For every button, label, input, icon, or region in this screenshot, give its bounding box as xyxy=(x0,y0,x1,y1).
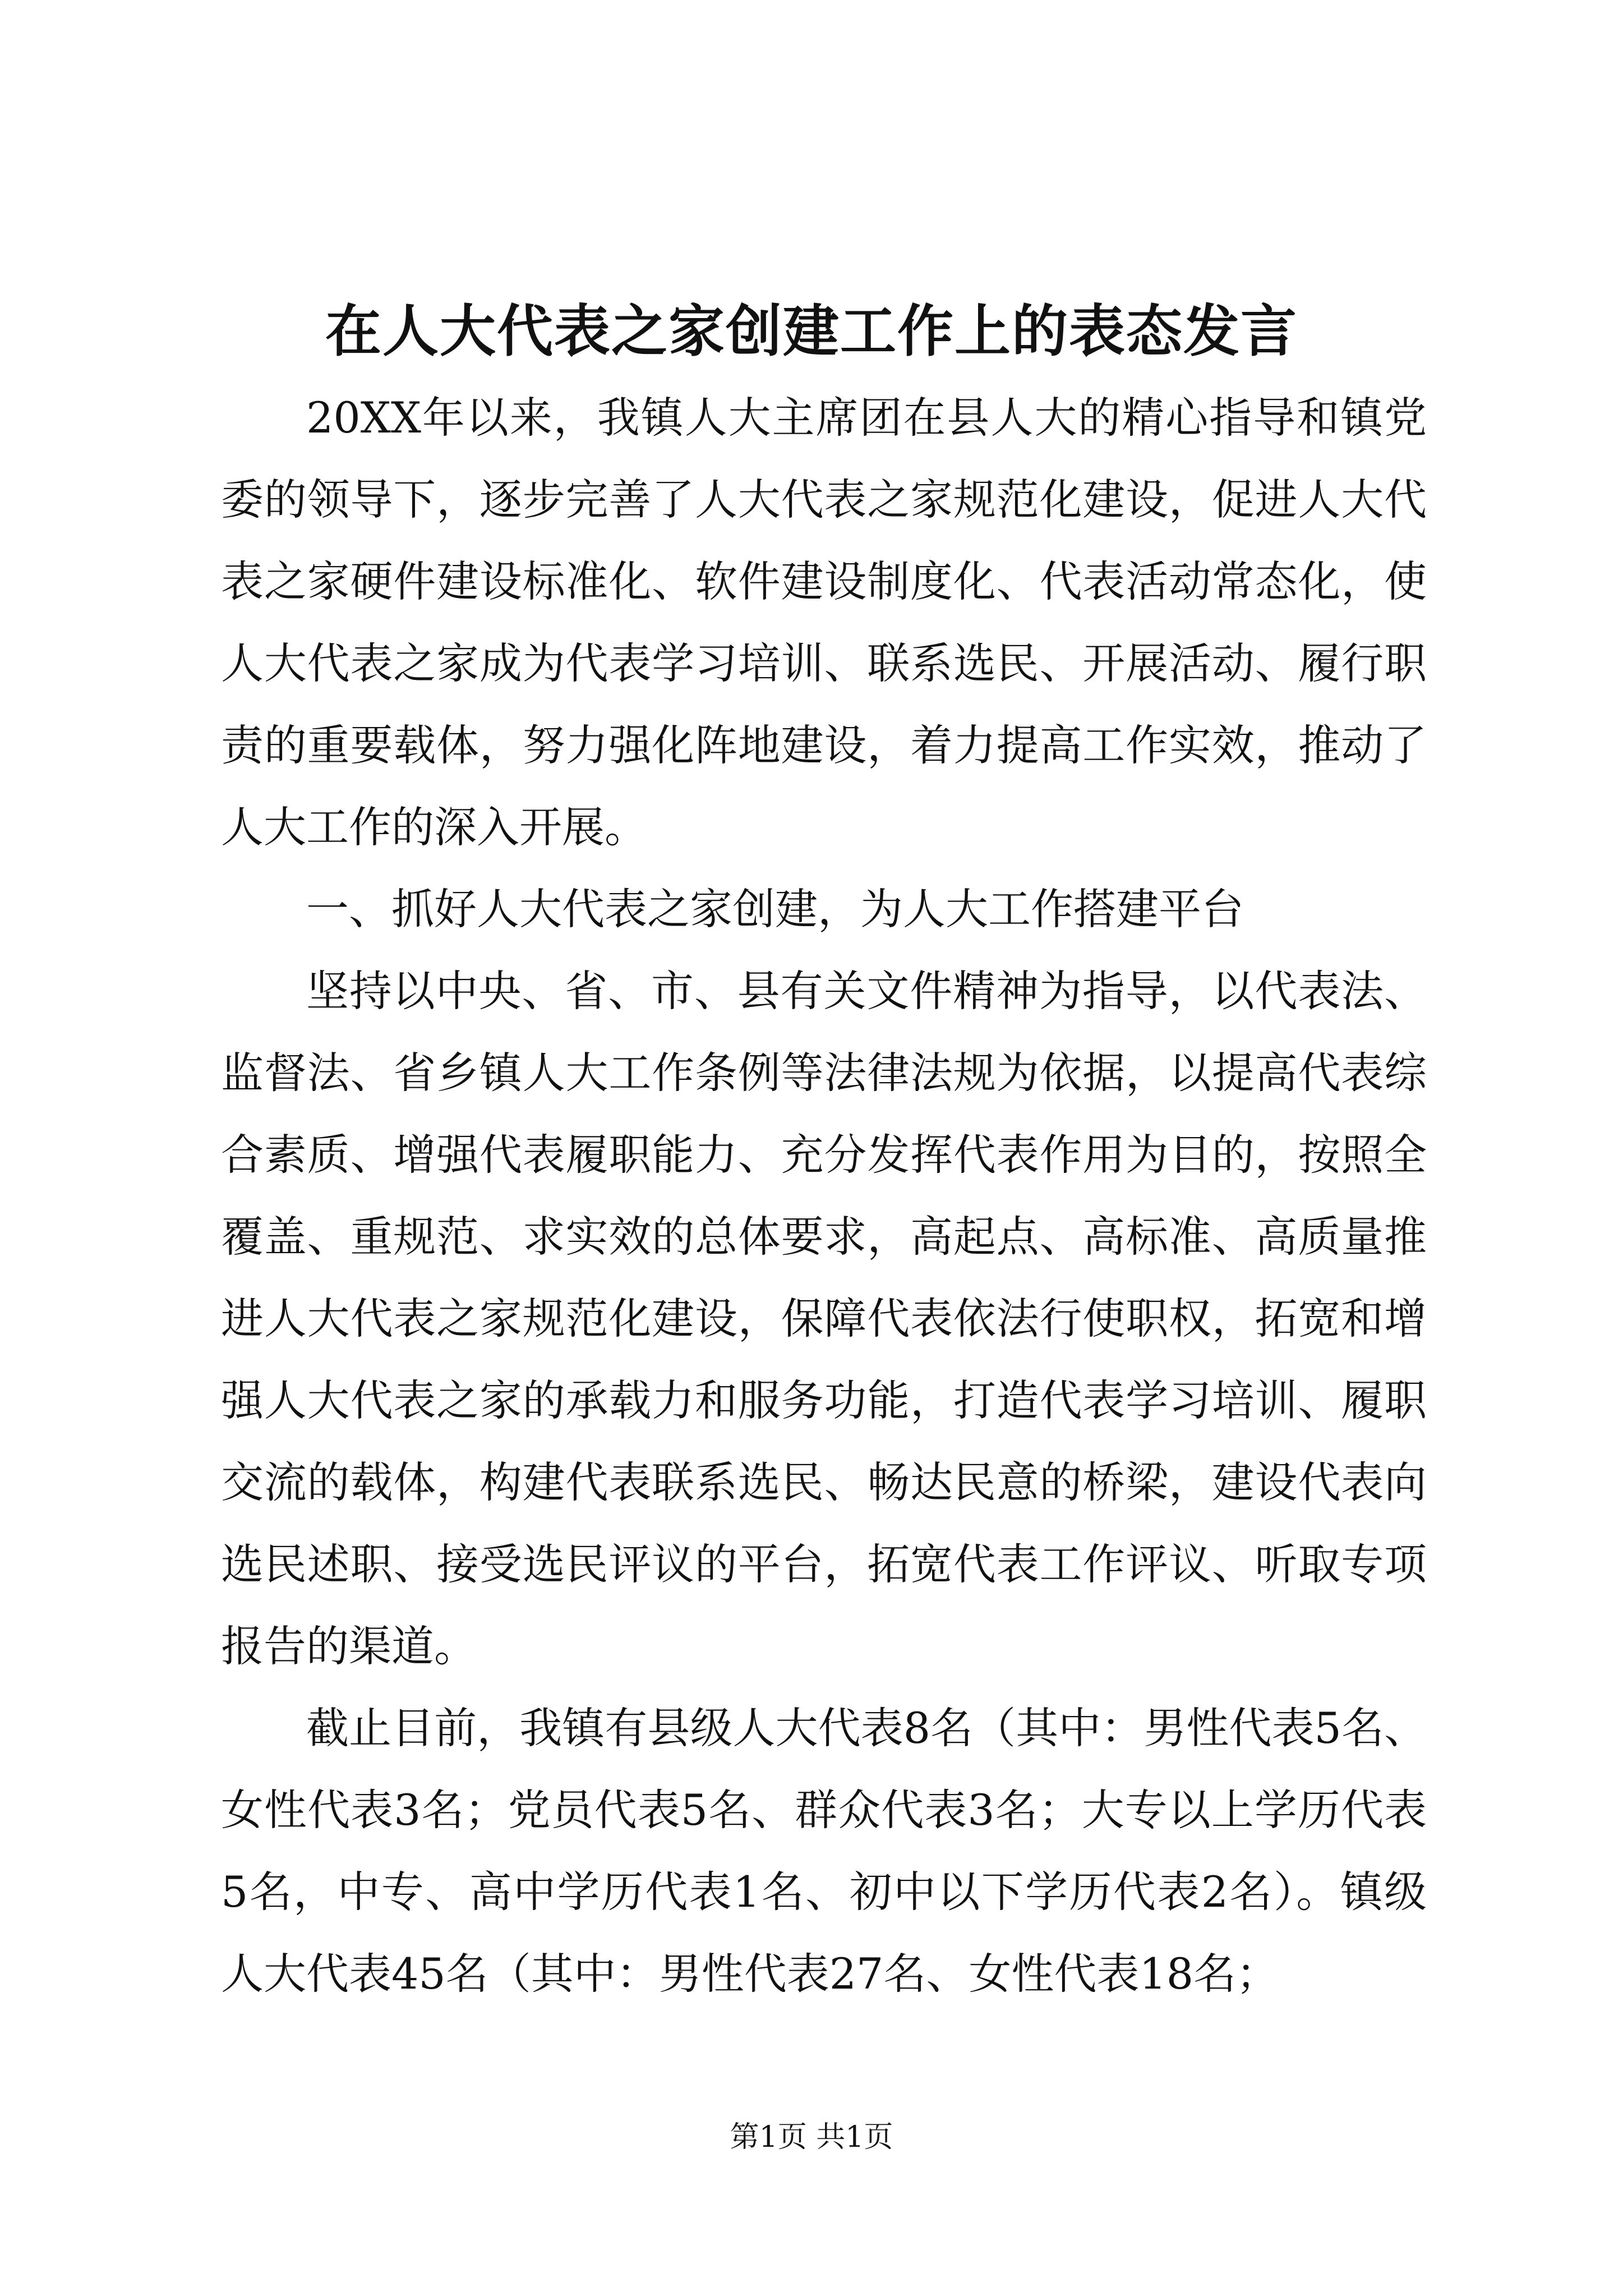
document-body xyxy=(221,377,1427,2015)
section-heading-1: 一、抓好人大代表之家创建，为人大工作搭建平台 xyxy=(306,884,1244,934)
paragraph-intro: 20XX年以来，我镇人大主席团在县人大的精心指导和镇党委的领导下，逐步完善了人大代表之家规范化建设，促进人大代表之家硬件建设标准化、软件建设制度化、代表活动常态化，使人大代表之家成为代表学习培训、联系选民、开展活动、履行职责的重要载体，努力强化阵地建设，着力提高工作实效，推动了人大工作的深入开展。 xyxy=(221,393,1427,852)
paragraph-guidance: 坚持以中央、省、市、县有关文件精神为指导，以代表法、监督法、省乡镇人大工作条例等法律法规为依据，以提高代表综合素质、增强代表履职能力、充分发挥代表作用为目的，按照全覆盖、重规范、求实效的总体要求，高起点、高标准、高质量推进人大代表之家规范化建设，保障代表依法行使职权，拓宽和增强人大代表之家的承载力和服务功能，打造代表学习培训、履职交流的载体，构建代表联系选民、畅达民意的桥梁，建设代表向选民述职、接受选民评议的平台，拓宽代表工作评议、听取专项报告的渠道。 xyxy=(221,966,1427,1671)
page-footer: 第1页 共1页 xyxy=(730,2120,893,2154)
document-title: 在人大代表之家创建工作上的表态发言 xyxy=(325,298,1298,364)
paragraph-statistics: 截止目前，我镇有县级人大代表8名（其中：男性代表5名、女性代表3名；党员代表5名、群众代表3名；大专以上学历代表5名，中专、高中学历代表1名、初中以下学历代表2名）。镇级人大代表45名（其中：男性代表27名、女性代表18名； xyxy=(221,1703,1427,1999)
